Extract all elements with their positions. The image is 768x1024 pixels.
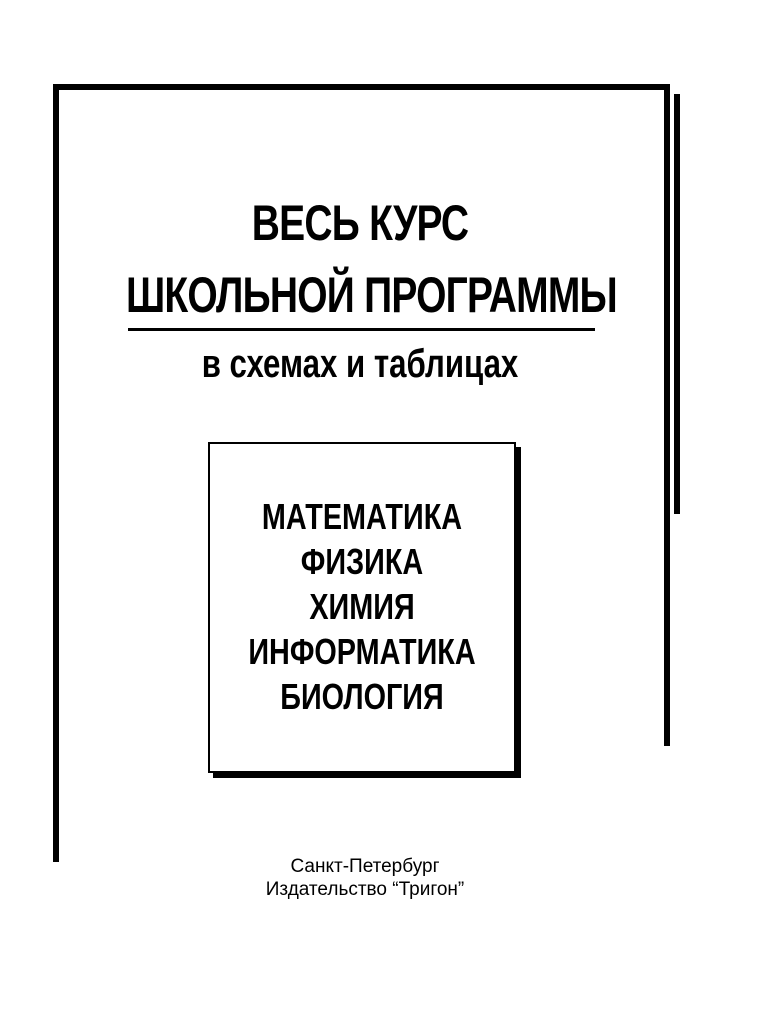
- page-title-line-1: ВЕСЬ КУРС: [251, 195, 469, 251]
- subjects-box: [208, 442, 516, 773]
- subject-physics: ФИЗИКА: [300, 541, 424, 582]
- page-subtitle: в схемах и таблицах: [201, 342, 519, 386]
- frame-right-shadow: [674, 94, 680, 514]
- subject-mathematics: МАТЕМАТИКА: [261, 496, 463, 537]
- imprint-city: Санкт-Петербург: [290, 856, 440, 877]
- frame-top-border: [53, 84, 670, 90]
- frame-right-border: [664, 84, 670, 746]
- imprint-publisher: Издательство “Тригон”: [265, 879, 465, 900]
- title-divider: [128, 328, 595, 331]
- frame-left-border: [53, 84, 59, 862]
- page-title-line-2: ШКОЛЬНОЙ ПРОГРАММЫ: [126, 267, 617, 323]
- subject-biology: БИОЛОГИЯ: [280, 676, 444, 717]
- subjects-list: [210, 494, 514, 719]
- subject-chemistry: ХИМИЯ: [309, 586, 415, 627]
- subject-informatics: ИНФОРМАТИКА: [248, 631, 476, 672]
